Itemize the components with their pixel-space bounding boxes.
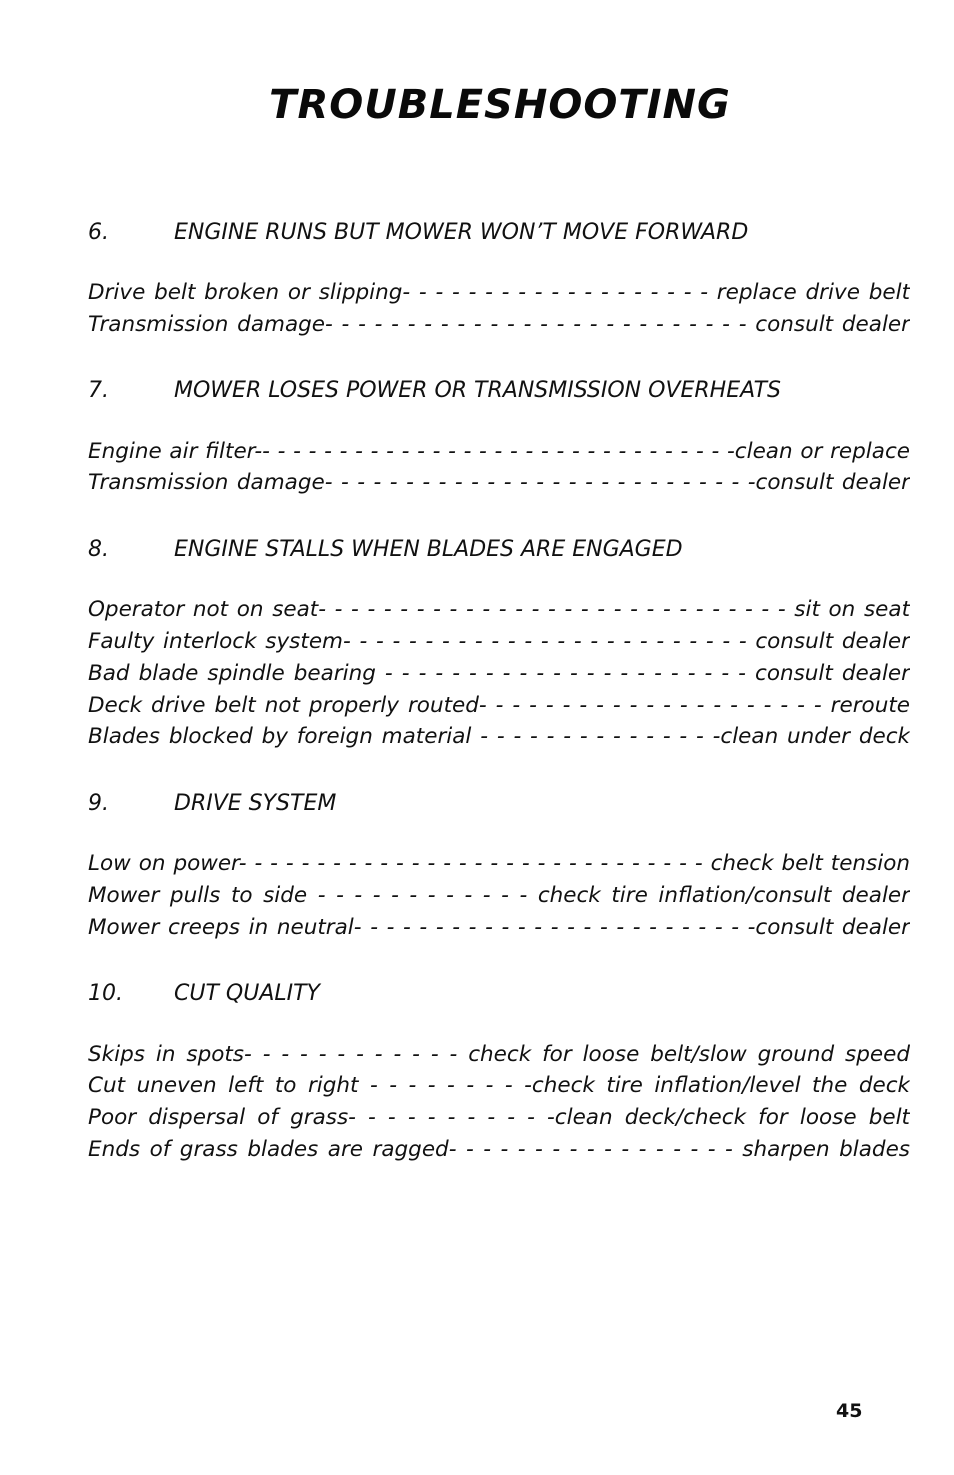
section-7 [88,371,910,500]
section-title: CUT QUALITY [174,981,320,1007]
section-title: DRIVE SYSTEM [174,790,337,816]
page-number: 45 [836,1400,863,1422]
section-heading [88,212,910,252]
troubleshooting-row: Ends of grass blades are ragged- - - - - - - - - - - - - - - - - sharpen blades [88,1136,910,1162]
section-heading [88,974,910,1014]
section-number: 9. [88,790,109,816]
section-10 [88,974,910,1166]
troubleshooting-row: Low on power- - - - - - - - - - - - - - - - - - - - - - - - - - - - - - check belt tension [88,851,910,877]
section-6 [88,212,910,341]
troubleshooting-row: Faulty interlock system- - - - - - - - - - - - - - - - - - - - - - - - - consult dealer [88,628,910,654]
section-number: 6. [88,219,109,245]
section-heading [88,529,910,569]
troubleshooting-row: Skips in spots- - - - - - - - - - - - check for loose belt/slow ground speed [88,1041,910,1067]
troubleshooting-row: Blades blocked by foreign material - - - - - - - - - - - - - - -clean under deck [88,724,910,750]
troubleshooting-row: Bad blade spindle bearing - - - - - - - - - - - - - - - - - - - - - - consult dealer [88,660,910,686]
section-title: ENGINE RUNS BUT MOWER WON’T MOVE FORWARD [174,219,749,245]
section-title: ENGINE STALLS WHEN BLADES ARE ENGAGED [174,536,683,562]
section-8 [88,529,910,753]
troubleshooting-row: Transmission damage- - - - - - - - - - - - - - - - - - - - - - - - - - consult dealer [88,311,910,337]
troubleshooting-row: Engine air filter-- - - - - - - - - - - - - - - - - - - - - - - - - - - - - - -clean or replace [88,438,910,464]
troubleshooting-row: Mower pulls to side - - - - - - - - - - - - check tire inflation/consult dealer [88,882,910,908]
troubleshooting-content [88,212,910,1196]
troubleshooting-row: Poor dispersal of grass- - - - - - - - - - -clean deck/check for loose belt [88,1105,910,1131]
page-title: TROUBLESHOOTING [269,82,731,128]
troubleshooting-row: Drive belt broken or slipping- - - - - - - - - - - - - - - - - - - replace drive belt [88,280,910,305]
troubleshooting-row: Deck drive belt not properly routed- - - - - - - - - - - - - - - - - - - - - reroute [88,692,910,718]
section-9 [88,783,910,943]
section-heading [88,783,910,823]
section-title: MOWER LOSES POWER OR TRANSMISSION OVERHEATS [174,378,781,404]
section-number: 10. [88,981,123,1007]
troubleshooting-row: Operator not on seat- - - - - - - - - - - - - - - - - - - - - - - - - - - - - sit on seat [88,597,910,623]
troubleshooting-row: Mower creeps in neutral- - - - - - - - - - - - - - - - - - - - - - - - -consult dealer [88,914,910,940]
troubleshooting-row: Cut uneven left to right - - - - - - - - -check tire inflation/level the deck [88,1073,910,1099]
section-heading [88,371,910,411]
section-number: 8. [88,536,109,562]
section-number: 7. [88,378,109,404]
troubleshooting-row: Transmission damage- - - - - - - - - - - - - - - - - - - - - - - - - - -consult dealer [88,470,910,496]
